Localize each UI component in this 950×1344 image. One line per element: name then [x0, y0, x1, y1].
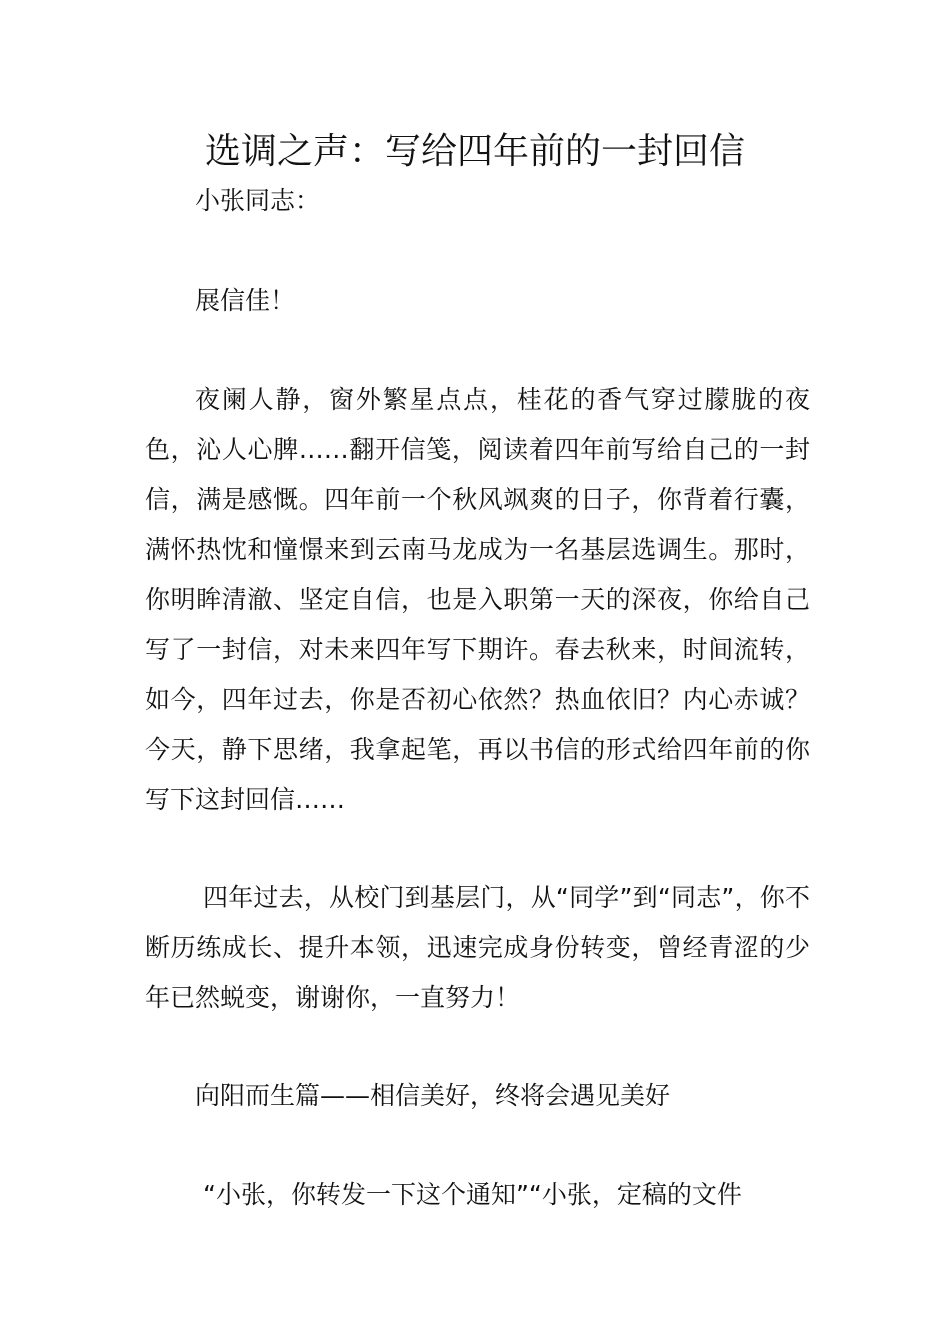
document-title: 选调之声：写给四年前的一封回信 [204, 131, 745, 172]
section-heading: 向阳而生篇——相信美好，终将会遇见美好 [195, 1081, 671, 1110]
paragraph-text: 四年过去，从校门到基层门，从“同学”到“同志”，你不断历练成长、提升本领，迅速完成身份转变，曾经青涩的少年已然蜕变，谢谢你，一直努力！ [145, 883, 810, 1012]
body-paragraph-1 [145, 375, 810, 825]
paragraph-text: 夜阑人静，窗外繁星点点，桂花的香气穿过朦胧的夜色，沁人心脾……翻开信笺，阅读着四年前写给自己的一封信，满是感慨。四年前一个秋风飒爽的日子，你背着行囊，满怀热忱和憧憬来到云南马龙成为一名基层选调生。那时，你明眸清澈、坚定自信，也是入职第一天的深夜，你给自己写了一封信，对未来四年写下期许。春去秋来，时间流转，如今，四年过去，你是否初心依然？热血依旧？内心赤诚？今天，静下思绪，我拿起笔，再以书信的形式给四年前的你写下这封回信…… [145, 385, 810, 814]
greeting-wish: 展信佳！ [195, 286, 296, 315]
paragraph-text: “小张，你转发一下这个通知”“小张，定稿的文件 [203, 1180, 742, 1209]
salutation: 小张同志： [195, 186, 321, 215]
body-paragraph-2 [145, 873, 810, 1023]
body-paragraph-3 [203, 1170, 810, 1220]
